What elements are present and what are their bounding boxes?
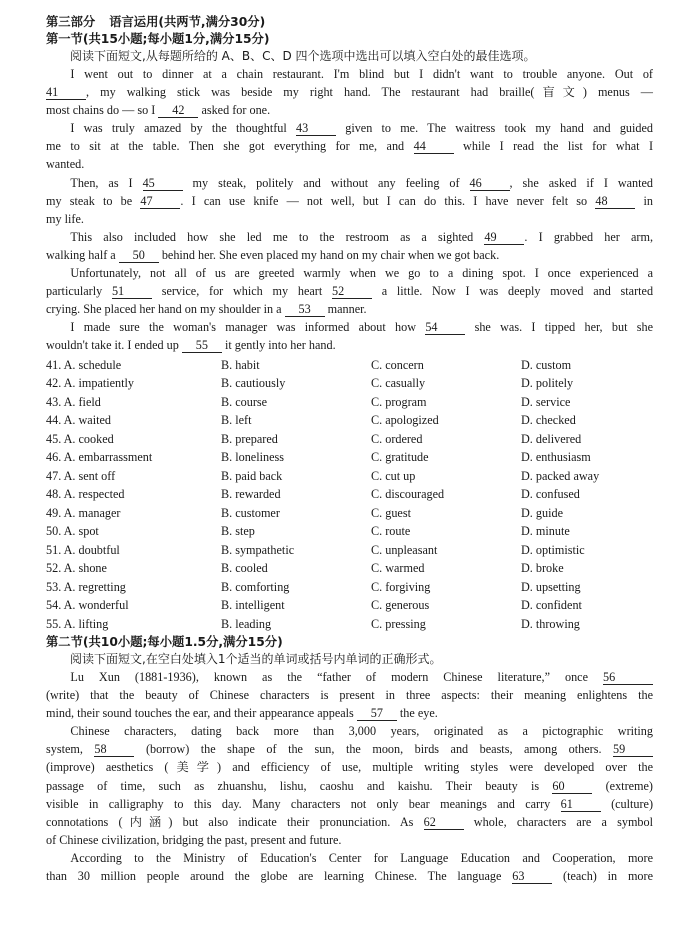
blank-48: 48: [595, 194, 635, 209]
option-c: C. concern: [371, 357, 424, 372]
option-row: [46, 374, 653, 393]
blank-42: 42: [158, 103, 198, 118]
option-a: 45. A. cooked: [46, 431, 114, 446]
option-c: C. unpleasant: [371, 542, 438, 557]
blank-52: 52: [332, 284, 372, 299]
option-c: C. discouraged: [371, 487, 445, 501]
blank-43: 43: [296, 121, 336, 136]
passage-line: Unfortunately, not all of us are greeted warmly when we go to a dining spot. I once experienced a: [70, 266, 653, 281]
option-b: B. intelligent: [221, 598, 285, 612]
passage-line: walking half a 50 behind her. She even placed my hand on my chair when we got back.: [46, 247, 500, 262]
passage-line: particularly 51 service, for which my heart 52 a little. Now I was deeply moved and started: [46, 284, 654, 299]
blank-50: 50: [119, 248, 159, 263]
blank-61: 61: [561, 797, 601, 812]
blank-54: 54: [425, 320, 465, 335]
passage-line: passage of time, such as zhuanshu, lishu, caoshu and kaishu. Their beauty is 60 (extreme): [46, 778, 653, 793]
blank-58: 58: [94, 742, 134, 757]
option-b: B. prepared: [221, 431, 278, 446]
option-d: D. optimistic: [521, 542, 585, 557]
option-row: [46, 559, 653, 578]
option-b: B. step: [221, 524, 255, 538]
option-c: C. route: [371, 524, 411, 538]
option-row: [46, 467, 653, 486]
option-row: [46, 430, 653, 449]
passage-line: (write) that the beauty of Chinese characters is present in three aspects: their meaning enlightens the: [46, 688, 653, 703]
option-c: C. warmed: [371, 561, 425, 575]
option-b: B. sympathetic: [221, 542, 295, 557]
option-d: D. broke: [521, 561, 564, 575]
blank-47: 47: [140, 194, 180, 209]
option-d: D. politely: [521, 376, 574, 390]
blank-46: 46: [470, 176, 510, 191]
option-c: C. program: [371, 394, 427, 409]
option-d: D. guide: [521, 505, 563, 520]
option-b: B. cautiously: [221, 376, 286, 390]
option-b: B. rewarded: [221, 487, 281, 501]
option-b: B. course: [221, 394, 268, 409]
option-a: 42. A. impatiently: [46, 376, 135, 390]
option-b: B. cooled: [221, 561, 268, 575]
passage-line: I was truly amazed by the thoughtful 43 given to me. The waitress took my hand and guided: [70, 121, 654, 136]
passage-line: my life.: [46, 211, 84, 226]
option-b: B. leading: [221, 616, 272, 631]
option-b: B. loneliness: [221, 450, 284, 464]
option-row: [46, 522, 653, 541]
blank-55: 55: [182, 338, 222, 353]
passage-line: crying. She placed her hand on my shoulder in a 53 manner.: [46, 302, 367, 317]
option-d: D. upsetting: [521, 579, 581, 594]
option-row: [46, 356, 653, 375]
passage-line: me to sit at the table. Then she got everything for me, and 44 while I read the list for what I: [46, 139, 654, 154]
option-a: 50. A. spot: [46, 524, 99, 538]
blank-51: 51: [112, 284, 152, 299]
passage-line: Then, as I 45 my steak, politely and without any feeling of 46 , she asked if I wanted: [70, 175, 654, 190]
section1-heading: 第一节(共15小题;每小题1分,满分15分): [46, 32, 270, 46]
grammar-fill-passage: [46, 668, 653, 885]
blank-62: 62: [424, 815, 464, 830]
passage-line: wanted.: [46, 157, 85, 172]
passage-line: most chains do — so I 42 asked for one.: [46, 103, 271, 118]
option-row: [46, 596, 653, 615]
part-title: 第三部分: [46, 15, 96, 29]
options-table: [46, 356, 653, 634]
option-b: B. comforting: [221, 579, 290, 594]
option-b: B. customer: [221, 505, 280, 520]
part-subtitle: 语言运用(共两节,满分30分): [109, 15, 266, 29]
passage-line: my steak to be 47 . I can use knife — not well, but I can do this. I have never felt so 48 in: [46, 193, 654, 208]
passage-line: connotations (内涵) but also indicate their pronunciation. As 62 whole, characters are a symbol: [46, 814, 654, 829]
option-row: [46, 541, 653, 560]
option-a: 44. A. waited: [46, 413, 111, 427]
passage-line: of Chinese civilization, bridging the past, present and future.: [46, 832, 342, 847]
passage-line: system, 58 (borrow) the shape of the sun, the moon, birds and beasts, among others. 59: [46, 740, 653, 758]
blank-63: 63: [512, 869, 552, 884]
option-a: 51. A. doubtful: [46, 542, 120, 557]
blank-41: 41: [46, 85, 86, 100]
option-a: 46. A. embarrassment: [46, 450, 153, 464]
option-c: C. forgiving: [371, 579, 431, 594]
blank-44: 44: [414, 139, 454, 154]
option-d: D. custom: [521, 357, 572, 372]
option-c: C. cut up: [371, 468, 416, 483]
option-b: B. left: [221, 413, 252, 427]
option-c: C. guest: [371, 505, 411, 520]
option-a: 55. A. lifting: [46, 616, 109, 631]
option-d: D. enthusiasm: [521, 450, 591, 464]
option-b: B. habit: [221, 357, 260, 372]
option-row: [46, 393, 653, 412]
option-row: [46, 448, 653, 467]
option-row: [46, 504, 653, 523]
option-c: C. gratitude: [371, 450, 429, 464]
passage-line: visible in calligraphy to this day. Many characters not only bear meanings and carry 61 (culture): [46, 796, 654, 811]
passage-line: 41 , my walking stick was beside my right hand. The restaurant had braille(盲文) menus —: [46, 85, 653, 100]
option-c: C. ordered: [371, 431, 423, 446]
passage-line: This also included how she led me to the restroom as a sighted 49 . I grabbed her arm,: [70, 229, 653, 244]
option-d: D. service: [521, 394, 571, 409]
passage-line: wouldn't take it. I ended up 55 it gently into her hand.: [46, 338, 336, 353]
blank-57: 57: [357, 706, 397, 721]
blank-59: 59: [613, 742, 653, 757]
option-d: D. checked: [521, 413, 576, 427]
section2-heading: 第二节(共10小题;每小题1.5分,满分15分): [46, 635, 283, 649]
passage-line: Lu Xun (1881-1936), known as the “father of modern Chinese literature,” once 56: [46, 668, 653, 686]
passage-line: than 30 million people around the globe are learning Chinese. The language 63 (teach) in more: [46, 869, 653, 884]
option-row: [46, 615, 653, 634]
option-d: D. minute: [521, 524, 570, 538]
blank-49: 49: [484, 230, 524, 245]
blank-45: 45: [143, 176, 183, 191]
option-a: 43. A. field: [46, 394, 101, 409]
section1-instruction: 阅读下面短文,从每题所给的 A、B、C、D 四个选项中选出可以填入空白处的最佳选项。: [70, 49, 536, 63]
passage-line: (improve) aesthetics (美学) and efficiency of use, multiple writing styles were developed over the: [46, 760, 653, 775]
option-a: 47. A. sent off: [46, 468, 116, 483]
option-d: D. confused: [521, 487, 580, 501]
passage-line: mind, their sound touches the ear, and their appearance appeals 57 the eye.: [46, 706, 438, 721]
blank-60: 60: [552, 779, 592, 794]
option-c: C. casually: [371, 376, 426, 390]
passage-line: According to the Ministry of Education's Center for Language Education and Cooperation, more: [70, 850, 653, 865]
option-a: 49. A. manager: [46, 505, 121, 520]
cloze-passage: [46, 65, 653, 355]
option-c: C. apologized: [371, 413, 439, 427]
option-a: 41. A. schedule: [46, 357, 122, 372]
passage-line: I made sure the woman's manager was informed about how 54 she was. I tipped her, but she: [70, 320, 653, 335]
blank-56: 56: [603, 670, 653, 685]
part-heading: [46, 14, 653, 31]
section2-instruction: 阅读下面短文,在空白处填入1个适当的单词或括号内单词的正确形式。: [70, 652, 442, 666]
option-row: [46, 485, 653, 504]
option-a: 54. A. wonderful: [46, 598, 129, 612]
option-d: D. throwing: [521, 616, 580, 631]
option-a: 52. A. shone: [46, 561, 107, 575]
option-c: C. generous: [371, 598, 430, 612]
option-d: D. confident: [521, 598, 582, 612]
option-row: [46, 411, 653, 430]
option-b: B. paid back: [221, 468, 283, 483]
option-d: D. packed away: [521, 468, 600, 483]
option-c: C. pressing: [371, 616, 426, 631]
blank-53: 53: [285, 302, 325, 317]
option-a: 48. A. respected: [46, 487, 125, 501]
option-a: 53. A. regretting: [46, 579, 126, 594]
passage-line: Chinese characters, dating back more than 3,000 years, originated as a pictographic writing: [70, 724, 653, 739]
option-row: [46, 578, 653, 597]
passage-line: I went out to dinner at a chain restaurant. I'm blind but I didn't want to trouble anyone. Out of: [70, 67, 653, 81]
option-d: D. delivered: [521, 431, 582, 446]
